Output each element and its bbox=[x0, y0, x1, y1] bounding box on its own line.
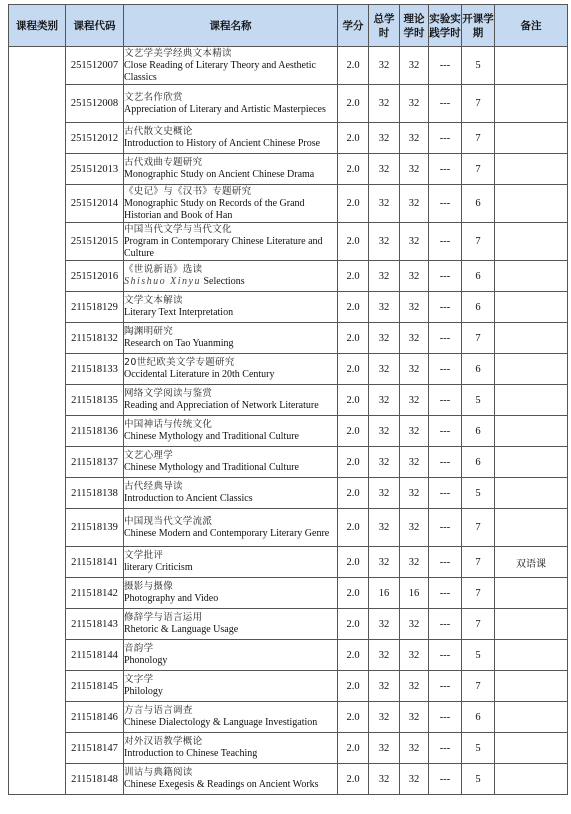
course-name-zh: 古代散文史概论 bbox=[124, 126, 193, 137]
theory-hours-cell: 32 bbox=[400, 261, 429, 292]
semester-cell: 5 bbox=[462, 47, 495, 85]
semester-cell: 7 bbox=[462, 154, 495, 185]
theory-hours-cell: 16 bbox=[400, 578, 429, 609]
course-code: 211518141 bbox=[66, 547, 124, 578]
theory-hours-cell: 32 bbox=[400, 733, 429, 764]
credit-cell: 2.0 bbox=[338, 385, 369, 416]
practice-hours-cell: --- bbox=[429, 85, 462, 123]
theory-hours-cell: 32 bbox=[400, 154, 429, 185]
practice-hours-cell: --- bbox=[429, 123, 462, 154]
practice-hours-cell: --- bbox=[429, 609, 462, 640]
course-code: 251512016 bbox=[66, 261, 124, 292]
course-name-zh: 古代戏曲专题研究 bbox=[124, 157, 203, 168]
credit-cell: 2.0 bbox=[338, 578, 369, 609]
semester-cell: 7 bbox=[462, 123, 495, 154]
note-cell bbox=[495, 123, 568, 154]
course-name bbox=[124, 354, 338, 385]
credit-cell: 2.0 bbox=[338, 223, 369, 261]
theory-hours-cell: 32 bbox=[400, 764, 429, 795]
course-code: 251512014 bbox=[66, 185, 124, 223]
total-hours-cell: 32 bbox=[369, 223, 400, 261]
practice-hours-cell: --- bbox=[429, 547, 462, 578]
total-hours-cell: 32 bbox=[369, 292, 400, 323]
semester-cell: 7 bbox=[462, 671, 495, 702]
theory-hours-cell: 32 bbox=[400, 640, 429, 671]
credit-cell: 2.0 bbox=[338, 478, 369, 509]
note-cell bbox=[495, 416, 568, 447]
course-name-en: Introduction to Chinese Teaching bbox=[124, 748, 258, 759]
note-cell bbox=[495, 578, 568, 609]
header-name: 课程名称 bbox=[124, 5, 338, 47]
note-cell bbox=[495, 733, 568, 764]
table-row bbox=[9, 478, 568, 509]
course-name-zh: 网络文学阅读与鉴赏 bbox=[124, 388, 213, 399]
table-row bbox=[9, 185, 568, 223]
semester-cell: 6 bbox=[462, 354, 495, 385]
credit-cell: 2.0 bbox=[338, 509, 369, 547]
course-name-zh: 陶渊明研究 bbox=[124, 326, 174, 337]
practice-hours-cell: --- bbox=[429, 323, 462, 354]
course-name bbox=[124, 85, 338, 123]
table-row bbox=[9, 416, 568, 447]
total-hours-cell: 32 bbox=[369, 733, 400, 764]
table-row bbox=[9, 85, 568, 123]
total-hours-cell: 32 bbox=[369, 354, 400, 385]
total-hours-cell: 32 bbox=[369, 323, 400, 354]
semester-cell: 7 bbox=[462, 323, 495, 354]
practice-hours-cell: --- bbox=[429, 261, 462, 292]
table-row bbox=[9, 733, 568, 764]
course-name-zh: 文艺心理学 bbox=[124, 450, 174, 461]
course-name-en: Rhetoric & Language Usage bbox=[124, 624, 239, 635]
header-total-hours: 总学时 bbox=[369, 5, 400, 47]
theory-hours-cell: 32 bbox=[400, 47, 429, 85]
semester-cell: 6 bbox=[462, 292, 495, 323]
semester-cell: 6 bbox=[462, 702, 495, 733]
practice-hours-cell: --- bbox=[429, 509, 462, 547]
category-cell bbox=[9, 47, 66, 795]
course-name-zh: 中国神话与传统文化 bbox=[124, 419, 213, 430]
semester-cell: 5 bbox=[462, 764, 495, 795]
course-name-zh: 摄影与摄像 bbox=[124, 581, 174, 592]
semester-cell: 7 bbox=[462, 609, 495, 640]
total-hours-cell: 32 bbox=[369, 385, 400, 416]
practice-hours-cell: --- bbox=[429, 702, 462, 733]
theory-hours-cell: 32 bbox=[400, 509, 429, 547]
course-name-zh: 对外汉语教学概论 bbox=[124, 736, 203, 747]
note-cell bbox=[495, 323, 568, 354]
semester-cell: 5 bbox=[462, 640, 495, 671]
course-code: 211518136 bbox=[66, 416, 124, 447]
practice-hours-cell: --- bbox=[429, 447, 462, 478]
course-name bbox=[124, 261, 338, 292]
credit-cell: 2.0 bbox=[338, 47, 369, 85]
table-row bbox=[9, 447, 568, 478]
course-code: 251512012 bbox=[66, 123, 124, 154]
course-name-en: Appreciation of Literary and Artistic Masterpieces bbox=[124, 103, 326, 115]
practice-hours-cell: --- bbox=[429, 185, 462, 223]
total-hours-cell: 32 bbox=[369, 47, 400, 85]
course-name bbox=[124, 223, 338, 261]
course-name bbox=[124, 416, 338, 447]
practice-hours-cell: --- bbox=[429, 733, 462, 764]
credit-cell: 2.0 bbox=[338, 609, 369, 640]
table-row bbox=[9, 547, 568, 578]
semester-cell: 7 bbox=[462, 223, 495, 261]
semester-cell: 6 bbox=[462, 447, 495, 478]
theory-hours-cell: 32 bbox=[400, 702, 429, 733]
course-name-en: Chinese Mythology and Traditional Culture bbox=[124, 462, 299, 473]
semester-cell: 7 bbox=[462, 85, 495, 123]
semester-cell: 5 bbox=[462, 733, 495, 764]
table-row bbox=[9, 764, 568, 795]
practice-hours-cell: --- bbox=[429, 223, 462, 261]
semester-cell: 7 bbox=[462, 578, 495, 609]
total-hours-cell: 32 bbox=[369, 447, 400, 478]
note-cell bbox=[495, 509, 568, 547]
practice-hours-cell: --- bbox=[429, 385, 462, 416]
course-code: 251512015 bbox=[66, 223, 124, 261]
course-name bbox=[124, 123, 338, 154]
note-cell bbox=[495, 292, 568, 323]
total-hours-cell: 32 bbox=[369, 123, 400, 154]
total-hours-cell: 32 bbox=[369, 764, 400, 795]
total-hours-cell: 32 bbox=[369, 547, 400, 578]
course-name-zh: 《世说新语》选读 bbox=[124, 264, 203, 275]
course-code: 211518137 bbox=[66, 447, 124, 478]
practice-hours-cell: --- bbox=[429, 478, 462, 509]
note-cell bbox=[495, 154, 568, 185]
course-name bbox=[124, 764, 338, 795]
note-cell bbox=[495, 85, 568, 123]
course-code: 251512007 bbox=[66, 47, 124, 85]
total-hours-cell: 32 bbox=[369, 509, 400, 547]
course-name-zh: 中国当代文学与当代文化 bbox=[124, 223, 232, 235]
course-name-en: Literary Text Interpretation bbox=[124, 307, 234, 318]
note-cell bbox=[495, 671, 568, 702]
theory-hours-cell: 32 bbox=[400, 323, 429, 354]
course-name-en: Introduction to History of Ancient Chinese Prose bbox=[124, 138, 321, 149]
practice-hours-cell: --- bbox=[429, 292, 462, 323]
total-hours-cell: 32 bbox=[369, 478, 400, 509]
course-name-en: Philology bbox=[124, 686, 163, 697]
total-hours-cell: 32 bbox=[369, 85, 400, 123]
total-hours-cell: 32 bbox=[369, 640, 400, 671]
course-name bbox=[124, 671, 338, 702]
course-name bbox=[124, 609, 338, 640]
semester-cell: 5 bbox=[462, 478, 495, 509]
table-row bbox=[9, 702, 568, 733]
practice-hours-cell: --- bbox=[429, 47, 462, 85]
course-name bbox=[124, 578, 338, 609]
course-name-zh: 训诂与典籍阅读 bbox=[124, 767, 193, 778]
theory-hours-cell: 32 bbox=[400, 478, 429, 509]
course-name-en: Monographic Study on Ancient Chinese Drama bbox=[124, 169, 315, 180]
table-row bbox=[9, 385, 568, 416]
semester-cell: 6 bbox=[462, 261, 495, 292]
theory-hours-cell: 32 bbox=[400, 547, 429, 578]
course-name-en: Chinese Dialectology & Language Investigation bbox=[124, 717, 318, 728]
course-name-en: literary Criticism bbox=[124, 562, 193, 573]
theory-hours-cell: 32 bbox=[400, 292, 429, 323]
course-name-en: Chinese Mythology and Traditional Culture bbox=[124, 431, 299, 442]
theory-hours-cell: 32 bbox=[400, 85, 429, 123]
total-hours-cell: 16 bbox=[369, 578, 400, 609]
table-row bbox=[9, 154, 568, 185]
table-row bbox=[9, 123, 568, 154]
theory-hours-cell: 32 bbox=[400, 671, 429, 702]
credit-cell: 2.0 bbox=[338, 354, 369, 385]
theory-hours-cell: 32 bbox=[400, 223, 429, 261]
table-row bbox=[9, 509, 568, 547]
practice-hours-cell: --- bbox=[429, 578, 462, 609]
total-hours-cell: 32 bbox=[369, 671, 400, 702]
theory-hours-cell: 32 bbox=[400, 185, 429, 223]
course-name-zh: 文字学 bbox=[124, 674, 154, 685]
course-name bbox=[124, 292, 338, 323]
table-row bbox=[9, 223, 568, 261]
semester-cell: 6 bbox=[462, 416, 495, 447]
header-credit: 学分 bbox=[338, 5, 369, 47]
credit-cell: 2.0 bbox=[338, 702, 369, 733]
course-name-zh: 《史记》与《汉书》专题研究 bbox=[124, 185, 252, 197]
course-code: 211518135 bbox=[66, 385, 124, 416]
note-cell bbox=[495, 702, 568, 733]
course-code: 211518138 bbox=[66, 478, 124, 509]
course-code: 211518148 bbox=[66, 764, 124, 795]
practice-hours-cell: --- bbox=[429, 764, 462, 795]
practice-hours-cell: --- bbox=[429, 640, 462, 671]
credit-cell: 2.0 bbox=[338, 261, 369, 292]
header-semester: 开课学期 bbox=[462, 5, 495, 47]
credit-cell: 2.0 bbox=[338, 416, 369, 447]
table-row bbox=[9, 578, 568, 609]
course-name-zh: 中国现当代文学流派 bbox=[124, 515, 213, 527]
note-cell bbox=[495, 354, 568, 385]
total-hours-cell: 32 bbox=[369, 416, 400, 447]
header-category: 课程类别 bbox=[9, 5, 66, 47]
course-name bbox=[124, 385, 338, 416]
header-practice-hours: 实验实践学时 bbox=[429, 5, 462, 47]
course-name bbox=[124, 47, 338, 85]
course-name bbox=[124, 640, 338, 671]
course-name bbox=[124, 154, 338, 185]
course-code: 251512008 bbox=[66, 85, 124, 123]
table-row bbox=[9, 671, 568, 702]
course-code: 211518145 bbox=[66, 671, 124, 702]
table-row bbox=[9, 292, 568, 323]
course-name-en: Monographic Study on Records of the Grand Historian and Book of Han bbox=[124, 197, 305, 221]
semester-cell: 7 bbox=[462, 547, 495, 578]
practice-hours-cell: --- bbox=[429, 354, 462, 385]
note-cell bbox=[495, 764, 568, 795]
course-name-en bbox=[124, 276, 337, 288]
credit-cell: 2.0 bbox=[338, 323, 369, 354]
note-cell bbox=[495, 223, 568, 261]
course-table-container bbox=[8, 4, 567, 795]
course-name-zh: 文艺名作欣赏 bbox=[124, 91, 183, 103]
course-code: 251512013 bbox=[66, 154, 124, 185]
course-name-en: Phonology bbox=[124, 655, 168, 666]
semester-cell: 5 bbox=[462, 385, 495, 416]
course-name-en-rest: Selections bbox=[203, 276, 245, 287]
header-row bbox=[9, 5, 568, 47]
note-cell bbox=[495, 447, 568, 478]
credit-cell: 2.0 bbox=[338, 123, 369, 154]
note-cell bbox=[495, 609, 568, 640]
practice-hours-cell: --- bbox=[429, 416, 462, 447]
course-code: 211518144 bbox=[66, 640, 124, 671]
header-theory-hours: 理论学时 bbox=[400, 5, 429, 47]
credit-cell: 2.0 bbox=[338, 640, 369, 671]
course-table bbox=[8, 4, 568, 795]
course-code: 211518133 bbox=[66, 354, 124, 385]
table-row bbox=[9, 261, 568, 292]
course-code: 211518146 bbox=[66, 702, 124, 733]
credit-cell: 2.0 bbox=[338, 292, 369, 323]
course-name-en: Research on Tao Yuanming bbox=[124, 338, 234, 349]
semester-cell: 6 bbox=[462, 185, 495, 223]
course-code: 211518143 bbox=[66, 609, 124, 640]
header-code: 课程代码 bbox=[66, 5, 124, 47]
course-name-en: Occidental Literature in 20th Century bbox=[124, 369, 275, 380]
course-name-en: Introduction to Ancient Classics bbox=[124, 493, 253, 504]
course-name-en: Photography and Video bbox=[124, 593, 219, 604]
note-cell bbox=[495, 185, 568, 223]
theory-hours-cell: 32 bbox=[400, 354, 429, 385]
course-name bbox=[124, 509, 338, 547]
course-name bbox=[124, 733, 338, 764]
course-name-zh: 音韵学 bbox=[124, 643, 154, 654]
course-name-zh: 文学文本解读 bbox=[124, 295, 183, 306]
note-cell bbox=[495, 640, 568, 671]
course-name-en-italic: Shishuo Xinyu bbox=[124, 276, 201, 287]
table-row bbox=[9, 354, 568, 385]
course-name-en: Chinese Exegesis & Readings on Ancient Works bbox=[124, 779, 319, 790]
total-hours-cell: 32 bbox=[369, 154, 400, 185]
theory-hours-cell: 32 bbox=[400, 447, 429, 478]
course-code: 211518129 bbox=[66, 292, 124, 323]
table-row bbox=[9, 47, 568, 85]
credit-cell: 2.0 bbox=[338, 547, 369, 578]
credit-cell: 2.0 bbox=[338, 671, 369, 702]
practice-hours-cell: --- bbox=[429, 671, 462, 702]
table-row bbox=[9, 640, 568, 671]
note-cell bbox=[495, 478, 568, 509]
course-name-en: Reading and Appreciation of Network Literature bbox=[124, 400, 319, 411]
course-code: 211518147 bbox=[66, 733, 124, 764]
course-name-zh: 古代经典导读 bbox=[124, 481, 183, 492]
theory-hours-cell: 32 bbox=[400, 385, 429, 416]
course-name-zh: 文学批评 bbox=[124, 550, 164, 561]
note-cell: 双语课 bbox=[495, 547, 568, 578]
semester-cell: 7 bbox=[462, 509, 495, 547]
credit-cell: 2.0 bbox=[338, 185, 369, 223]
course-name bbox=[124, 547, 338, 578]
course-code: 211518139 bbox=[66, 509, 124, 547]
credit-cell: 2.0 bbox=[338, 764, 369, 795]
theory-hours-cell: 32 bbox=[400, 609, 429, 640]
total-hours-cell: 32 bbox=[369, 261, 400, 292]
course-name-en: Chinese Modern and Contemporary Literary Genre bbox=[124, 527, 330, 539]
course-name-zh: 修辞学与语言运用 bbox=[124, 612, 203, 623]
note-cell bbox=[495, 261, 568, 292]
total-hours-cell: 32 bbox=[369, 609, 400, 640]
note-cell bbox=[495, 385, 568, 416]
course-name-zh: 方言与语言调查 bbox=[124, 705, 193, 716]
total-hours-cell: 32 bbox=[369, 702, 400, 733]
credit-cell: 2.0 bbox=[338, 733, 369, 764]
theory-hours-cell: 32 bbox=[400, 123, 429, 154]
course-code: 211518132 bbox=[66, 323, 124, 354]
course-name-zh: 20世纪欧美文学专题研究 bbox=[124, 357, 235, 368]
course-name-zh: 文艺学美学经典文本精读 bbox=[124, 47, 232, 59]
header-notes: 备注 bbox=[495, 5, 568, 47]
table-row bbox=[9, 323, 568, 354]
practice-hours-cell: --- bbox=[429, 154, 462, 185]
credit-cell: 2.0 bbox=[338, 447, 369, 478]
total-hours-cell: 32 bbox=[369, 185, 400, 223]
course-code: 211518142 bbox=[66, 578, 124, 609]
course-name bbox=[124, 185, 338, 223]
course-name bbox=[124, 702, 338, 733]
course-name bbox=[124, 323, 338, 354]
table-row bbox=[9, 609, 568, 640]
note-cell bbox=[495, 47, 568, 85]
credit-cell: 2.0 bbox=[338, 85, 369, 123]
course-name-en: Close Reading of Literary Theory and Aesthetic Classics bbox=[124, 59, 316, 83]
credit-cell: 2.0 bbox=[338, 154, 369, 185]
course-name bbox=[124, 478, 338, 509]
course-name-en: Program in Contemporary Chinese Literature and Culture bbox=[124, 235, 323, 259]
theory-hours-cell: 32 bbox=[400, 416, 429, 447]
course-name bbox=[124, 447, 338, 478]
